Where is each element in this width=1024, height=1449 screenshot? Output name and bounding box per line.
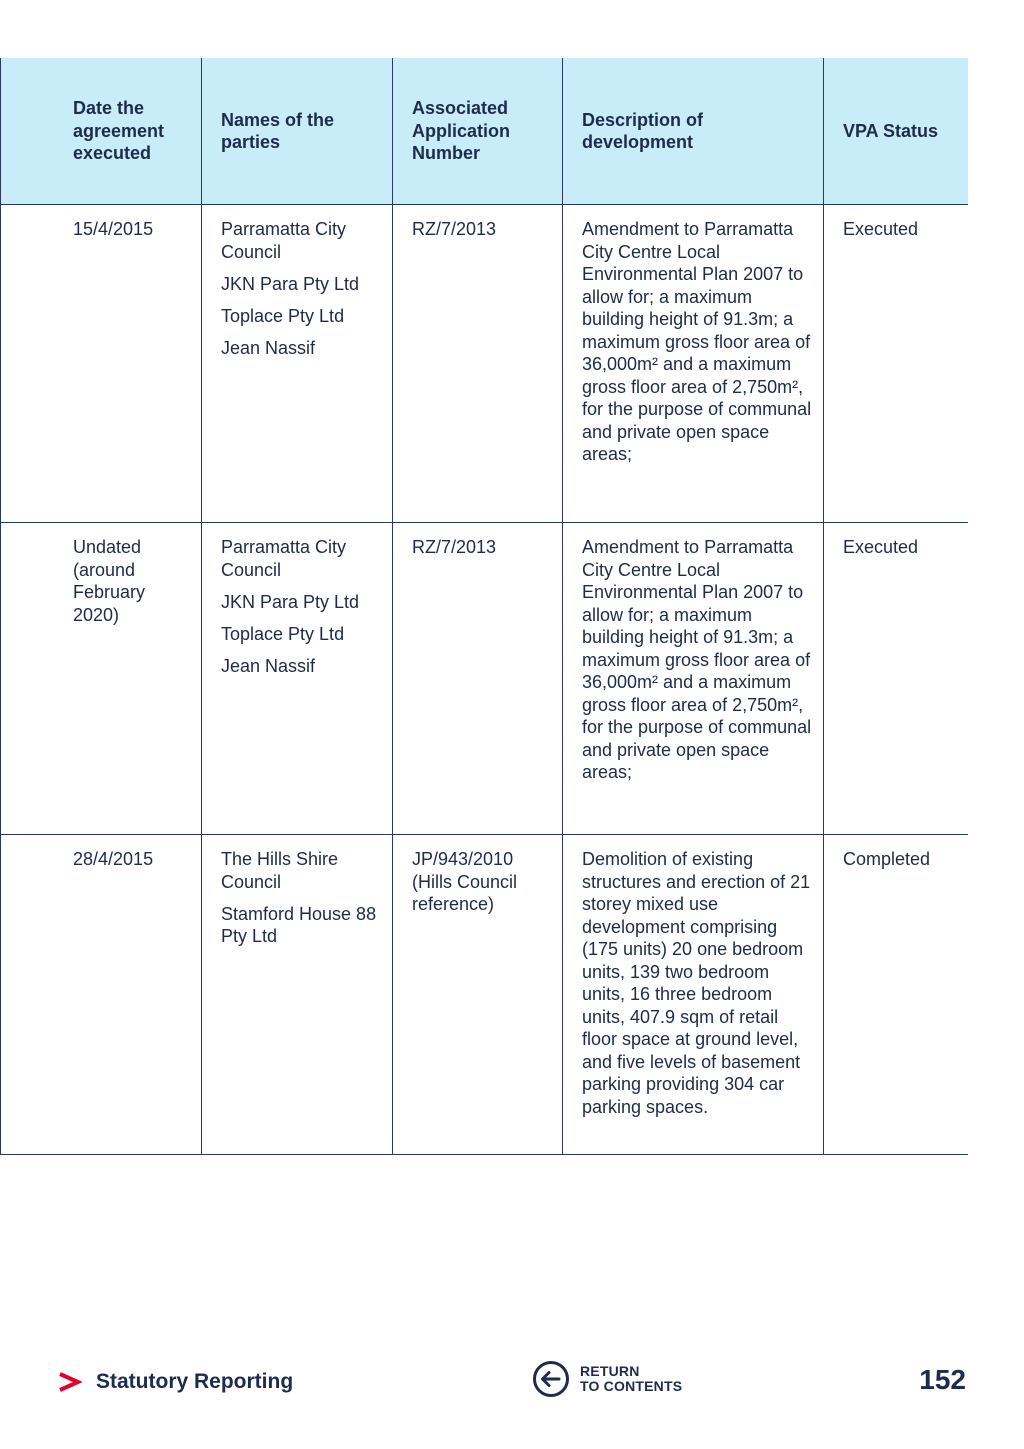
cell-parties xyxy=(202,835,393,1155)
section-link[interactable] xyxy=(58,1370,293,1394)
party-name: Parramatta City Council xyxy=(221,537,347,580)
table-row xyxy=(1,835,968,1155)
party-name: JKN Para Pty Ltd xyxy=(221,273,360,294)
cell-date: Undated (around February 2020) xyxy=(1,523,202,835)
party-name: Stamford House 88 Pty Ltd xyxy=(221,903,377,946)
table-row xyxy=(1,523,968,835)
cell-date: 28/4/2015 xyxy=(1,835,202,1155)
cell-application: RZ/7/2013 xyxy=(393,205,563,523)
header-status: VPA Status xyxy=(824,58,968,205)
header-application: Associated Application Number xyxy=(393,58,563,205)
cell-parties xyxy=(202,205,393,523)
party-name: Jean Nassif xyxy=(221,337,316,358)
return-line-2: TO CONTENTS xyxy=(580,1378,683,1394)
table-row xyxy=(1,205,968,523)
chevron-right-icon xyxy=(58,1372,82,1392)
cell-description: Amendment to Parramatta City Centre Local Environmental Plan 2007 to allow for; a maximum building height of 91.3m; a maximum gross floor area of 36,000m² and a maximum gross floor area of 2,750m², for the purpose of communal and private open space areas; xyxy=(563,205,824,523)
return-line-1: RETURN xyxy=(580,1363,640,1379)
party-name: Toplace Pty Ltd xyxy=(221,305,345,326)
header-date: Date the agreement executed xyxy=(1,58,202,205)
section-label: Statutory Reporting xyxy=(96,1370,294,1393)
table-header-row xyxy=(1,58,968,205)
cell-description: Demolition of existing structures and erection of 21 storey mixed use development comprising (175 units) 20 one bedroom units, 139 two bedroom units, 16 three bedroom units, 407.9 sqm of retail floor space at ground level, and five levels of basement parking providing 304 car parking spaces. xyxy=(563,835,824,1155)
cell-description: Amendment to Parramatta City Centre Local Environmental Plan 2007 to allow for; a maximum building height of 91.3m; a maximum gross floor area of 36,000m² and a maximum gross floor area of 2,750m², for the purpose of communal and private open space areas; xyxy=(563,523,824,835)
cell-status: Executed xyxy=(824,523,968,835)
header-parties: Names of the parties xyxy=(202,58,393,205)
party-name: Toplace Pty Ltd xyxy=(221,623,345,644)
cell-parties xyxy=(202,523,393,835)
cell-status: Executed xyxy=(824,205,968,523)
cell-application: JP/943/2010 (Hills Council reference) xyxy=(393,835,563,1155)
return-to-contents-button[interactable] xyxy=(532,1360,682,1398)
cell-date: 15/4/2015 xyxy=(1,205,202,523)
page-footer xyxy=(0,1350,1024,1420)
vpa-table xyxy=(0,58,968,1155)
header-description: Description of development xyxy=(563,58,824,205)
return-label xyxy=(580,1364,682,1394)
arrow-left-circle-icon xyxy=(532,1360,570,1398)
cell-status: Completed xyxy=(824,835,968,1155)
party-name: Jean Nassif xyxy=(221,655,316,676)
page-number: 152 xyxy=(919,1364,966,1395)
party-name: The Hills Shire Council xyxy=(221,849,339,892)
cell-application: RZ/7/2013 xyxy=(393,523,563,835)
party-name: JKN Para Pty Ltd xyxy=(221,591,360,612)
party-name: Parramatta City Council xyxy=(221,219,347,262)
